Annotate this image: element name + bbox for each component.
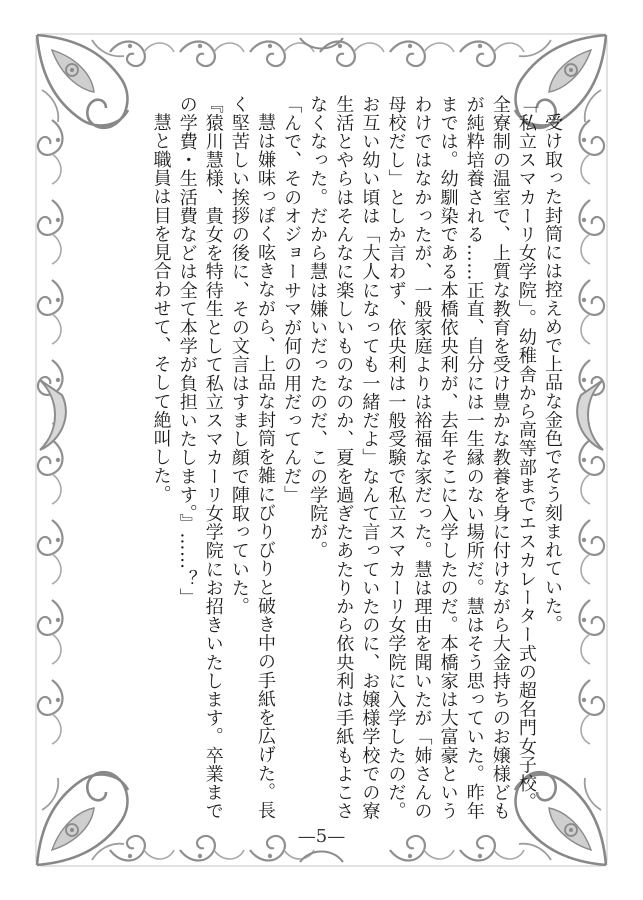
page-number: —5—: [297, 826, 346, 847]
paragraph-narration-3: 慧と職員は目を見合わせて、そして絶叫した。: [150, 113, 172, 504]
paragraph-narration-2: 慧は嫌味っぽく呟きながら、上品な封筒を雑にびりびりと破き中の手紙を広げた。長く堅苦しい挨拶の後に、その文言はすまし顔で陣取っていた。: [228, 95, 276, 820]
paragraph-narration-1: 受け取った封筒には控えめで上品な金色でそう刻まれていた。: [542, 113, 563, 634]
paragraph-dialogue-1: 「んで、そのオジョーサマが何の用だってんだ」: [281, 95, 303, 505]
vertical-text-body: [95, 95, 565, 825]
paragraph-school-description: 「私立スマカーリ女学院」。幼稚舎から高等部までエスカレーター式の超名門女子校。全寮制の温室で、上質な教育を受け豊かな教養を身に付けながら大金持ちのお嬢様どもが純粋培養される……正直、自分には一生縁のない場所だ。慧はそう思っていた。昨年までは。幼馴染である本橋依央利が、去年そこに入学したのだ。本橋家は大富豪というわけではなかったが、一般家庭よりは裕福な家だった。慧は理由を聞いたが「姉さんの母校だし」としか言わず、依央利は一般受験で私立スマカーリ女学院に入学したのだ。お互い幼い頃は「大人になっても一緒だよ」なんて言っていたのに、お嬢様学校での寮生活とやらはそんなに楽しいものなのか、夏を過ぎたあたりから依央利は手紙もよこさなくなった。だから慧は嫌いだったのだ、この学院が。: [307, 95, 537, 821]
paragraph-letter-quote: 『猿川慧様、貴女を特待生として私立スマカーリ女学院にお招きいたします。卒業までの学費・生活費などは全て本学が負担いたします。』……？」: [176, 95, 224, 821]
